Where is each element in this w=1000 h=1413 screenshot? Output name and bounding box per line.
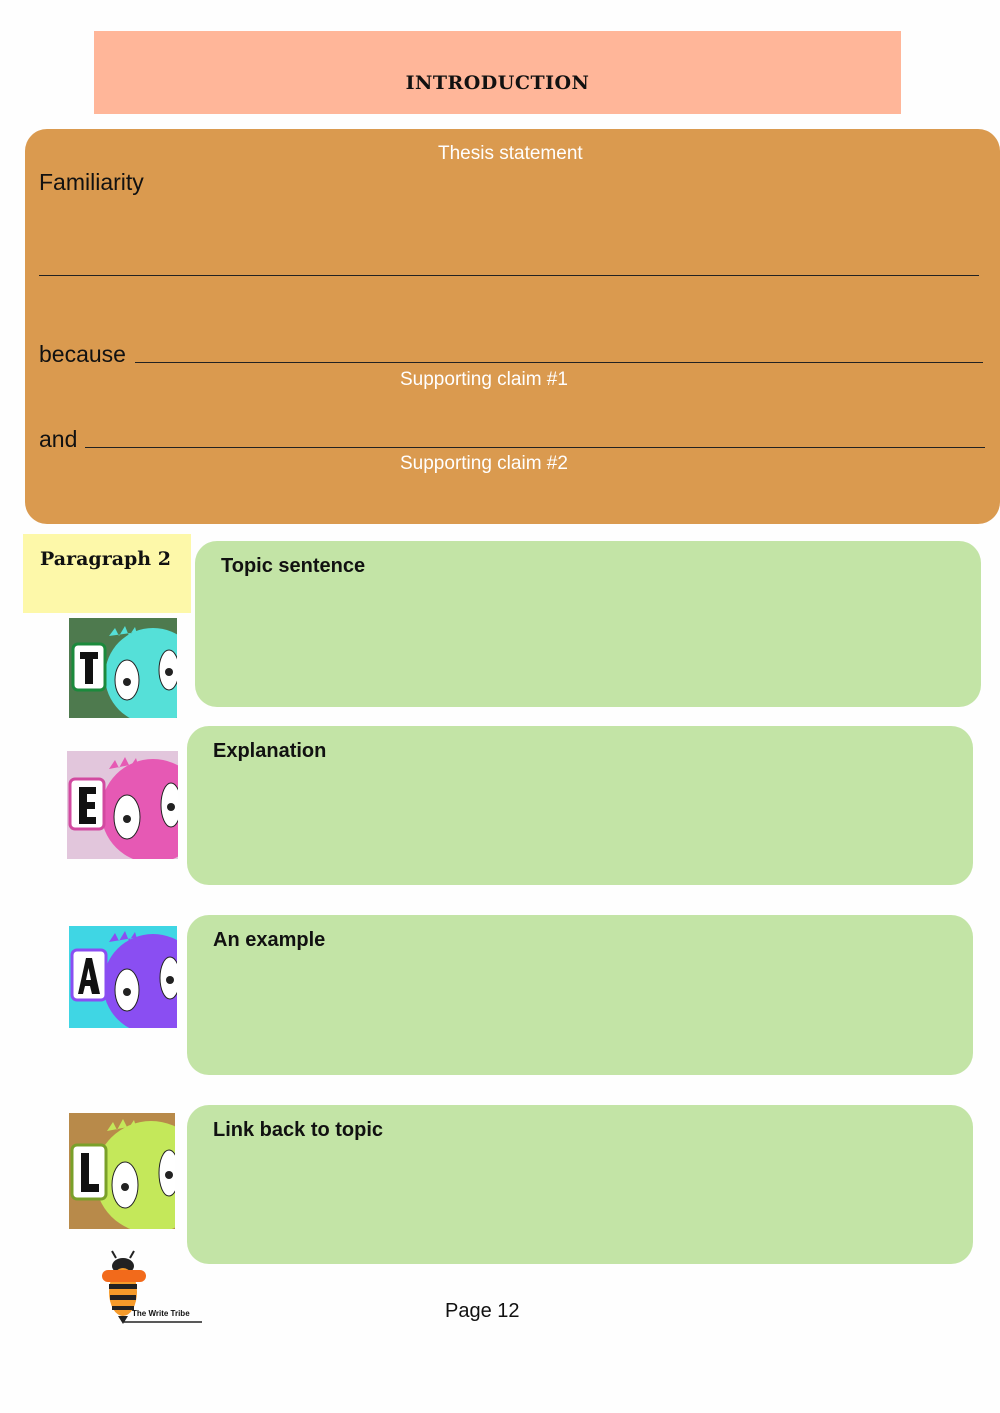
supporting-claim-1-hint: Supporting claim #1 (400, 369, 568, 390)
topic-sentence-box[interactable] (195, 541, 981, 707)
because-label: because (39, 341, 126, 367)
page-number: Page 12 (445, 1300, 520, 1322)
and-label: and (39, 426, 78, 452)
tile-l-icon (69, 1113, 175, 1229)
claim2-write-line[interactable] (85, 447, 985, 448)
explanation-box[interactable] (187, 726, 973, 885)
topic-sentence-title: Topic sentence (221, 555, 366, 577)
tile-a-icon (69, 926, 177, 1028)
example-title: An example (213, 929, 326, 951)
claim1-write-line[interactable] (135, 362, 983, 363)
thesis-box (25, 129, 1000, 524)
logo-text: The Write Tribe (132, 1309, 190, 1318)
tile-t-icon (69, 618, 177, 718)
introduction-banner (94, 31, 901, 114)
link-back-title: Link back to topic (213, 1119, 384, 1141)
explanation-title: Explanation (213, 740, 327, 762)
thesis-statement-hint: Thesis statement (438, 143, 583, 164)
paragraph-label-text: Paragraph 2 (40, 548, 171, 570)
thesis-lead-word: Familiarity (39, 169, 144, 195)
tile-e-icon (67, 751, 178, 859)
example-box[interactable] (187, 915, 973, 1075)
paragraph-label (23, 534, 191, 613)
write-tribe-logo (96, 1250, 206, 1330)
introduction-title: INTRODUCTION (405, 71, 590, 94)
link-back-box[interactable] (187, 1105, 973, 1264)
supporting-claim-2-hint: Supporting claim #2 (400, 453, 568, 474)
thesis-write-line[interactable] (39, 275, 979, 276)
